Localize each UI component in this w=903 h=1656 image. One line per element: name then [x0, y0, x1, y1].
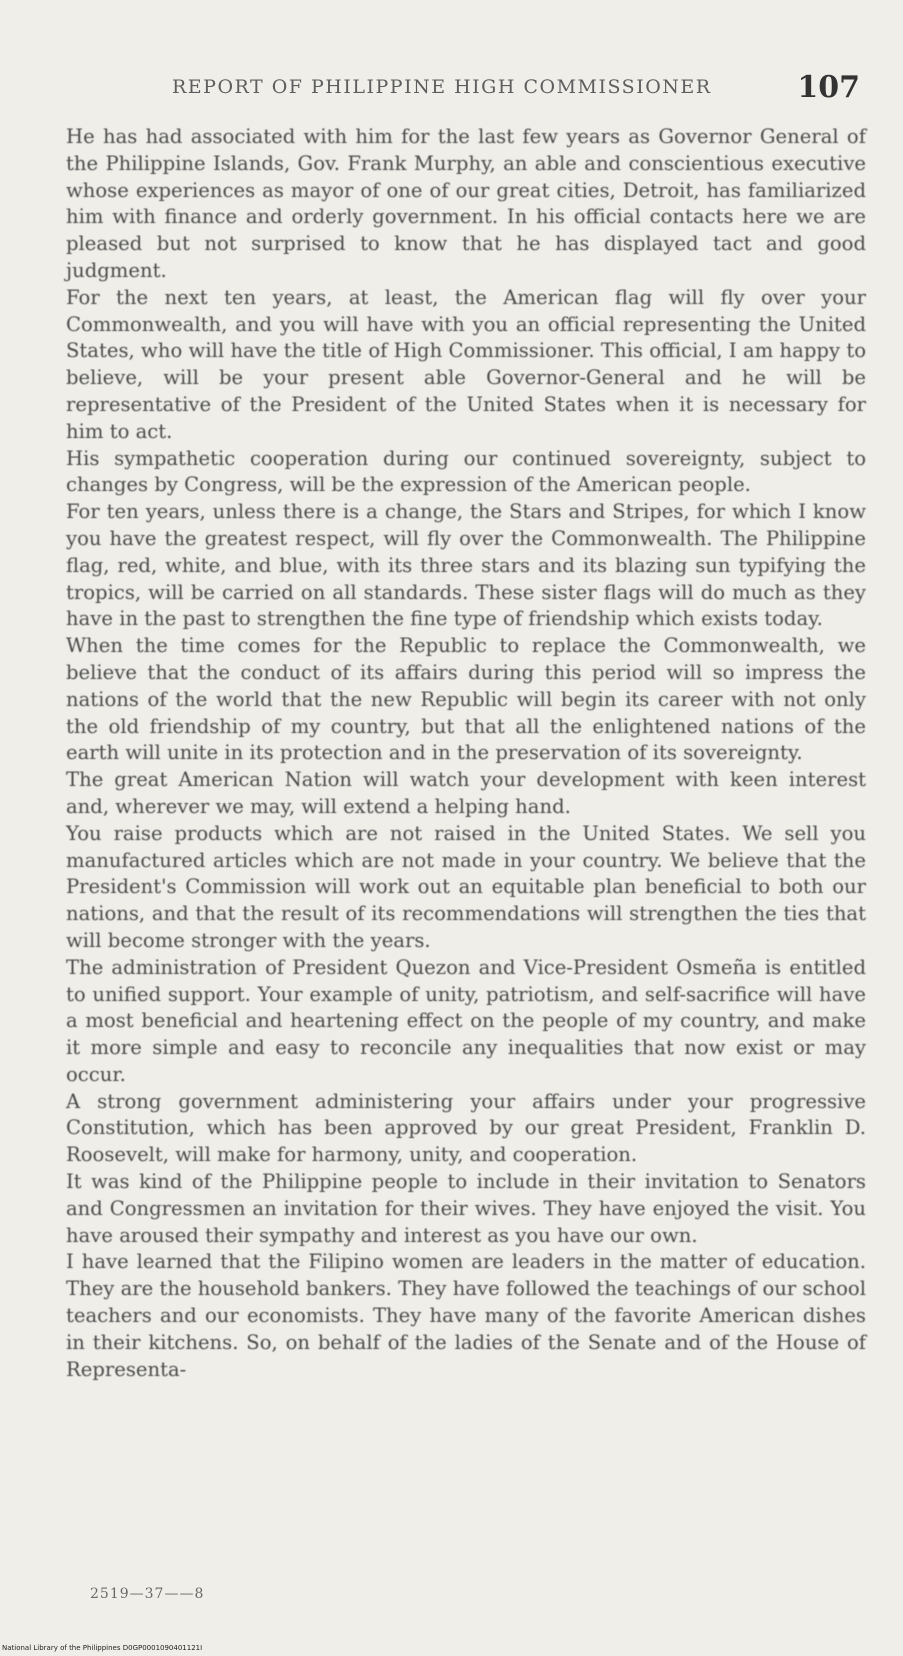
paragraph: When the time comes for the Republic to replace the Commonwealth, we believe that the conduct of its affairs during this period will so impress the nations of the world that the new Republic will begin its career with not only the old friendship of my country, but that all the enlightened nations of the earth will unite in its protection and in the preservation of its sovereignty.: [66, 634, 866, 765]
digitization-note: National Library of the Philippines D0GP0001090401121I: [2, 1644, 203, 1652]
paragraph: For ten years, unless there is a change, the Stars and Stripes, for which I know you have the greatest respect, will fly over the Commonwealth. The Philippine flag, red, white, and blue, with its three stars and its blazing sun typifying the tropics, will be carried on all standards. These sister flags will do much as they have in the past to strengthen the fine type of friendship which exists today.: [66, 500, 866, 631]
running-head: REPORT OF PHILIPPINE HIGH COMMISSIONER: [172, 76, 712, 98]
page-header: [60, 70, 860, 116]
paragraph: I have learned that the Filipino women are leaders in the matter of education. They are the household bankers. They have followed the teachings of our school teachers and our economists. They have many of the favorite American dishes in their kitchens. So, on behalf of the ladies of the Senate and of the House of Representa-: [66, 1250, 866, 1381]
paragraph: He has had associated with him for the last few years as Governor General of the Philippine Islands, Gov. Frank Murphy, an able and conscientious executive whose experiences as mayor of one of our great cities, Detroit, has familiarized him with finance and orderly government. In his official contacts here we are pleased but not surprised to know that he has displayed tact and good judgment.: [66, 125, 866, 282]
paragraph: A strong government administering your affairs under your progressive Constitution, which has been approved by our great President, Franklin D. Roosevelt, will make for harmony, unity, and cooperation.: [66, 1089, 866, 1167]
printer-signature: 2519—37——8: [90, 1586, 205, 1602]
paragraph: His sympathetic cooperation during our continued sovereignty, subject to changes by Congress, will be the expression of the American people.: [66, 446, 866, 497]
page-number: 107: [797, 70, 860, 105]
body-text: [66, 124, 866, 1383]
paragraph: The administration of President Quezon and Vice-President Osmeña is entitled to unified support. Your example of unity, patriotism, and self-sacrifice will have a most beneficial and heartening effect on the people of my country, and make it more simple and easy to reconcile any inequalities that now exist or may occur.: [66, 955, 866, 1086]
paragraph: You raise products which are not raised in the United States. We sell you manufactured articles which are not made in your country. We believe that the President's Commission will work out an equitable plan beneficial to both our nations, and that the result of its recommendations will strengthen the ties that will become stronger with the years.: [66, 821, 866, 952]
paragraph: For the next ten years, at least, the American flag will fly over your Commonwealth, and you will have with you an official representing the United States, who will have the title of High Commissioner. This official, I am happy to believe, will be your present able Governor-General and he will be representative of the President of the United States when it is necessary for him to act.: [66, 285, 866, 443]
paragraph: It was kind of the Philippine people to include in their invitation to Senators and Congressmen an invitation for their wives. They have enjoyed the visit. You have aroused their sympathy and interest as you have our own.: [66, 1170, 866, 1247]
paragraph: The great American Nation will watch your development with keen interest and, wherever we may, will extend a helping hand.: [66, 768, 866, 818]
